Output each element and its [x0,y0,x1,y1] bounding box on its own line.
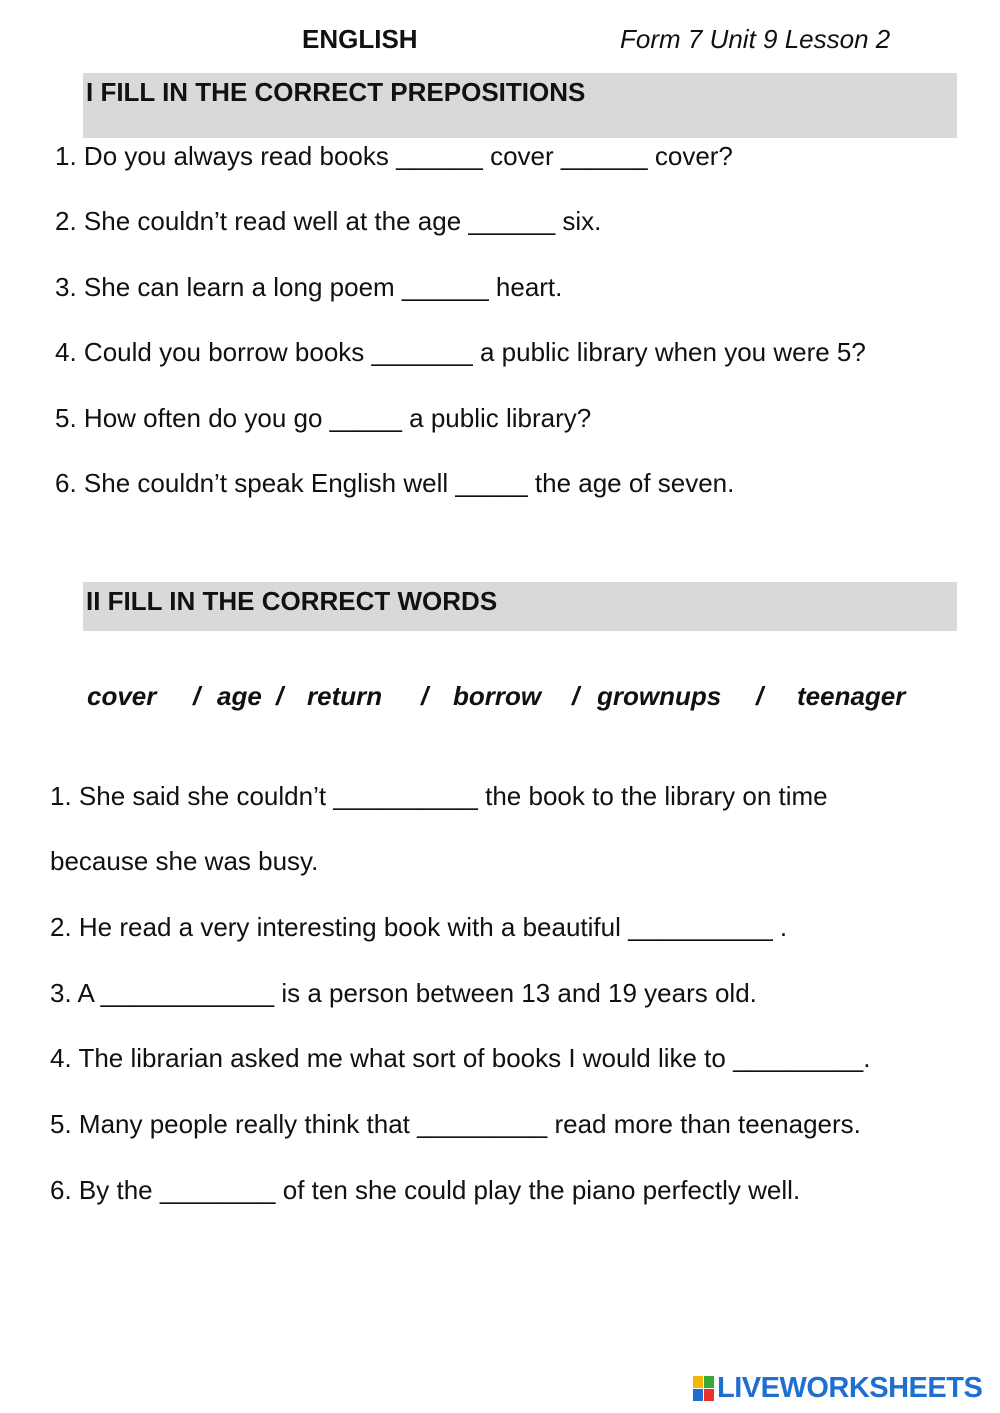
word-bank-word: age [217,681,262,711]
worksheet-title: ENGLISH [302,24,418,54]
word-bank-word: teenager [797,681,906,711]
liveworksheets-logo-text: LIVEWORKSHEETS [717,1372,983,1404]
section2-item: 5. Many people really think that _________ read more than teenagers. [50,1109,861,1139]
word-bank-word: borrow [453,681,542,711]
word-bank-word: grownups [597,681,722,711]
section1-item: 6. She couldn’t speak English well _____ the age of seven. [55,468,735,498]
word-bank [0,681,1000,715]
section2-item: 1. She said she couldn’t __________ the book to the library on time [50,781,828,811]
section1-item: 4. Could you borrow books _______ a public library when you were 5? [55,337,866,367]
word-bank-separator: / [276,681,284,711]
section2-item: 2. He read a very interesting book with a beautiful __________ . [50,912,788,942]
section1-item: 3. She can learn a long poem ______ heart. [55,272,563,302]
word-bank-separator: / [193,681,201,711]
section2-item: 6. By the ________ of ten she could play the piano perfectly well. [50,1175,801,1205]
word-bank-word: return [307,681,383,711]
word-bank-word: cover [87,681,157,711]
section2-item: 4. The librarian asked me what sort of books I would like to _________. [50,1043,871,1073]
worksheet-subtitle: Form 7 Unit 9 Lesson 2 [620,24,891,54]
section1-item: 5. How often do you go _____ a public library? [55,403,592,433]
section2-heading-bar [83,582,957,631]
section2-heading: II FILL IN THE CORRECT WORDS [86,586,498,616]
section2-item: because she was busy. [50,846,319,876]
section1-heading-bar [83,73,957,138]
section1-item: 2. She couldn’t read well at the age ______ six. [55,206,602,236]
section1-heading: I FILL IN THE CORRECT PREPOSITIONS [86,77,586,107]
liveworksheets-logo-icon [693,1376,715,1402]
word-bank-separator: / [572,681,580,711]
section2-item: 3. A ____________ is a person between 13 and 19 years old. [50,978,757,1008]
section1-item: 1. Do you always read books ______ cover ______ cover? [55,141,733,171]
word-bank-separator: / [756,681,764,711]
word-bank-separator: / [421,681,429,711]
